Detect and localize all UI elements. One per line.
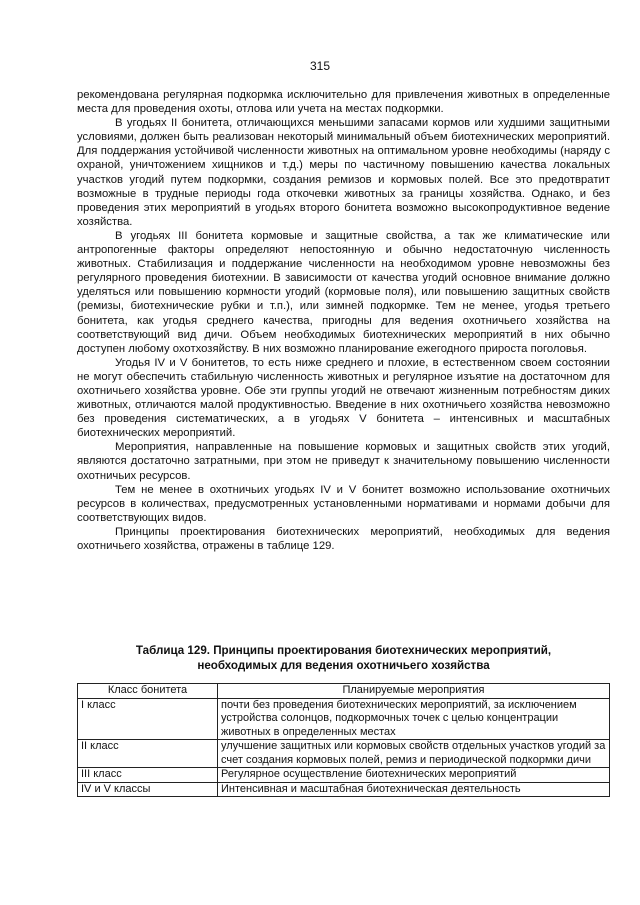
- table-caption: [77, 643, 610, 673]
- cell-class: III класс: [78, 768, 218, 783]
- cell-class: I класс: [78, 698, 218, 740]
- paragraph: Мероприятия, направленные на повышение кормовых и защитных свойств этих угодий, являются достаточно затратными, при этом не приведут к значительному повышению численности охотничьих ресурсов.: [77, 441, 610, 482]
- paragraph: Принципы проектирования биотехнических мероприятий, необходимых для ведения охотничьего хозяйства, отражены в таблице 129.: [77, 525, 610, 552]
- paragraph: В угодьях III бонитета кормовые и защитные свойства, а так же климатические или антропогенные факторы определяют непостоянную и обычно недостаточную численность животных. Стабилизация и поддержание численности на необходимом уровне невозможны без регулярного проведения биотехнии. В зависимости от качества угодий основное внимание должно уделяться или повышению кормности угодий (кормовые поля), или повышению защитных свойств (ремизы, биотехнические рубки и т.п.), или зимней подкормке. Тем не менее, угодья третьего бонитета, как угодья среднего качества, пригодны для ведения охотничьего хозяйства на соответствующий вид дичи. Объем необходимых биотехнических мероприятий в них обычно доступен любому охотхозяйству. В них возможно планирование ежегодного прироста поголовья.: [77, 229, 610, 355]
- body-text: [77, 88, 610, 553]
- cell-measures: Регулярное осуществление биотехнических мероприятий: [218, 768, 610, 783]
- cell-class: II класс: [78, 740, 218, 768]
- table-caption-line: Таблица 129. Принципы проектирования биотехнических мероприятий,: [135, 644, 552, 657]
- paragraph: Тем не менее в охотничьих угодьях IV и V бонитет возможно использование охотничьих ресурсов в количествах, предусмотренных установленными нормативами и нормами добычи для соответствующих видов.: [77, 483, 610, 524]
- header-class: Класс бонитета: [78, 684, 218, 699]
- table-row: [78, 768, 610, 783]
- table-caption-line: необходимых для ведения охотничьего хозяйства: [197, 659, 490, 672]
- paragraph: Угодья IV и V бонитетов, то есть ниже среднего и плохие, в естественном своем состоянии не могут обеспечить стабильную численность животных и регулярное изъятие на достаточном для охотничьего хозяйства уровне. Обе эти группы угодий не отвечают жизненным потребностям диких животных, отличаются малой продуктивностью. Введение в них охотничьего хозяйства невозможно без проведения систематических, а в угодьях V бонитета – интенсивных и масштабных биотехнических мероприятий.: [77, 356, 610, 440]
- cell-measures: улучшение защитных или кормовых свойств отдельных участков угодий за счет создания кормовых полей, ремиз и периодической подкормки дичи: [218, 740, 610, 768]
- paragraph: рекомендована регулярная подкормка исключительно для привлечения животных в определенные места для проведения охоты, отлова или учета на местах подкормки.: [77, 89, 610, 116]
- table-row: [78, 698, 610, 740]
- table-row: [78, 740, 610, 768]
- header-measures: Планируемые мероприятия: [218, 684, 610, 699]
- cell-measures: Интенсивная и масштабная биотехническая деятельность: [218, 782, 610, 797]
- page-number: 315: [309, 59, 331, 73]
- paragraph: В угодьях II бонитета, отличающихся меньшими запасами кормов или худшими защитными условиями, должен быть реализован некоторый минимальный объем биотехнических мероприятий. Для поддержания устойчивой численности животных на оптимальном уровне необходимы (наряду с охраной, уничтожением хищников и т.д.) меры по частичному повышению качества локальных участков угодий путем подкормки, создания ремизов и кормовых полей. Все это предотвратит возможные в трудные периоды года откочевки животных за границы хозяйства. Однако, и без проведения этих мероприятий в угодьях второго бонитета возможно высокопродуктивное ведение хозяйства.: [77, 117, 610, 228]
- bonitet-table: [77, 683, 610, 797]
- table-row: [78, 782, 610, 797]
- cell-class: IV и V классы: [78, 782, 218, 797]
- table-header-row: [78, 684, 610, 699]
- cell-measures: почти без проведения биотехнических мероприятий, за исключением устройства солонцов, подкормочных точек с целью концентрации животных в определенных местах: [218, 698, 610, 740]
